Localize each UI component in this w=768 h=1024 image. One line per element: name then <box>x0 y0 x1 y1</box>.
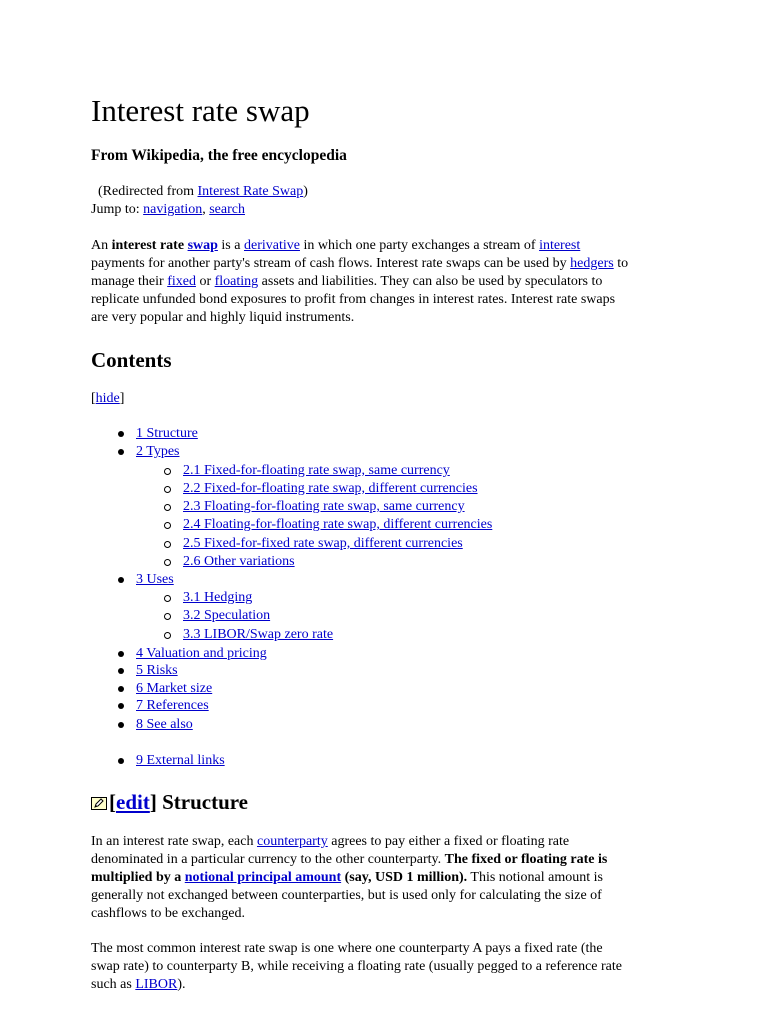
bullet-disc-icon <box>118 577 124 583</box>
bullet-circle-icon <box>164 541 171 548</box>
section-heading-structure: [edit] Structure <box>91 788 248 816</box>
toc-item <box>136 443 179 461</box>
structure-p1-line-2: denominated in a particular currency to the other counterparty. The fixed or floating rate is <box>91 852 608 867</box>
toc-item <box>183 626 333 644</box>
intro-line-3: manage their fixed or floating assets and liabilities. They can also be used by speculators to <box>91 274 603 289</box>
link-interest[interactable]: interest <box>539 238 581 253</box>
toc-link-2-5[interactable]: 2.5 Fixed-for-fixed rate swap, different currencies <box>183 536 463 551</box>
bullet-disc-icon <box>118 668 124 674</box>
link-swap[interactable]: swap <box>187 238 218 253</box>
toc-link-3-2[interactable]: 3.2 Speculation <box>183 608 271 623</box>
bold-term-interest-rate: interest rate <box>111 238 185 253</box>
toc-link-types[interactable]: 2 Types <box>136 444 180 459</box>
structure-p1-line-3: multiplied by a notional principal amount (say, USD 1 million). This notional amount is <box>91 870 603 885</box>
link-hedgers[interactable]: hedgers <box>570 256 614 271</box>
bullet-disc-icon <box>118 686 124 692</box>
page-title: Interest rate swap <box>91 93 310 128</box>
pencil-edit-icon[interactable] <box>91 797 107 810</box>
link-fixed[interactable]: fixed <box>167 274 196 289</box>
toc-item <box>136 425 198 443</box>
link-derivative[interactable]: derivative <box>243 238 300 253</box>
redirect-source-link[interactable]: Interest Rate Swap <box>197 184 304 199</box>
toc-link-see-also[interactable]: 8 See also <box>136 717 193 732</box>
toc-link-risks[interactable]: 5 Risks <box>136 663 178 678</box>
structure-p2-line-3: such as LIBOR). <box>91 977 186 992</box>
toc-item <box>183 480 478 498</box>
toc-item <box>183 535 463 553</box>
section-title-text: Structure <box>156 790 249 814</box>
link-notional-principal-amount[interactable]: notional principal amount <box>184 870 342 885</box>
structure-p2-line-1: The most common interest rate swap is one where one counterparty A pays a fixed rate (the <box>91 941 603 956</box>
structure-paragraph-1 <box>91 833 691 923</box>
structure-p1-line-4: generally not exchanged between counterparties, but is used only for calculating the size of <box>91 888 602 903</box>
jump-prefix: Jump to: <box>91 202 144 217</box>
bullet-disc-icon <box>118 651 124 657</box>
toc-item <box>183 553 295 571</box>
bullet-circle-icon <box>164 559 171 566</box>
toc-link-3-1[interactable]: 3.1 Hedging <box>183 590 253 605</box>
toc-link-references[interactable]: 7 References <box>136 698 209 713</box>
toc-item <box>136 752 225 770</box>
bullet-disc-icon <box>118 431 124 437</box>
link-counterparty[interactable]: counterparty <box>256 834 328 849</box>
toc-link-valuation[interactable]: 4 Valuation and pricing <box>136 646 267 661</box>
jump-search-link[interactable]: search <box>209 202 245 217</box>
toc-link-2-3[interactable]: 2.3 Floating-for-floating rate swap, same currency <box>183 499 465 514</box>
redirect-notice <box>98 183 308 201</box>
jump-separator: , <box>202 202 210 217</box>
toc-link-market-size[interactable]: 6 Market size <box>136 681 213 696</box>
link-floating[interactable]: floating <box>214 274 259 289</box>
toc-link-external-links[interactable]: 9 External links <box>136 753 225 768</box>
toc-link-2-2[interactable]: 2.2 Fixed-for-floating rate swap, different currencies <box>183 481 478 496</box>
bullet-circle-icon <box>164 486 171 493</box>
structure-p1-line-1: In an interest rate swap, each counterparty agrees to pay either a fixed or floating rate <box>91 834 570 849</box>
site-tagline: From Wikipedia, the free encyclopedia <box>91 147 347 164</box>
redirect-suffix: ) <box>303 184 308 199</box>
toc-link-uses[interactable]: 3 Uses <box>136 572 174 587</box>
toc-item <box>183 498 465 516</box>
bullet-disc-icon <box>118 758 124 764</box>
toc-item <box>183 516 492 534</box>
intro-line-4: replicate unfunded bond exposures to profit from changes in interest rates. Interest rate swaps <box>91 292 616 307</box>
toc-link-2-4[interactable]: 2.4 Floating-for-floating rate swap, different currencies <box>183 517 493 532</box>
toc-item <box>136 645 267 663</box>
jump-to-bar <box>91 201 245 219</box>
toc-item <box>136 662 178 680</box>
toc-item <box>183 589 252 607</box>
toc-link-structure[interactable]: 1 Structure <box>136 426 198 441</box>
contents-heading: Contents <box>91 348 172 372</box>
bullet-circle-icon <box>164 504 171 511</box>
toc-link-3-3[interactable]: 3.3 LIBOR/Swap zero rate <box>183 627 334 642</box>
toc-item <box>136 716 193 734</box>
bullet-circle-icon <box>164 632 171 639</box>
bullet-disc-icon <box>118 722 124 728</box>
structure-p2-line-2: swap rate) to counterparty B, while receiving a floating rate (usually pegged to a reference rate <box>91 959 622 974</box>
toc-item <box>183 462 450 480</box>
bullet-circle-icon <box>164 468 171 475</box>
toc-item <box>183 607 270 625</box>
toc-item <box>136 571 174 589</box>
bullet-circle-icon <box>164 613 171 620</box>
redirect-prefix: (Redirected from <box>98 184 198 199</box>
jump-navigation-link[interactable]: navigation <box>143 202 203 217</box>
edit-section-link[interactable]: edit <box>116 790 150 814</box>
intro-paragraph <box>91 237 683 327</box>
link-libor[interactable]: LIBOR <box>135 977 178 992</box>
toc-link-2-6[interactable]: 2.6 Other variations <box>183 554 295 569</box>
intro-line-1: An interest rate swap is a derivative in which one party exchanges a stream of interest <box>91 238 581 253</box>
structure-paragraph-2 <box>91 940 691 994</box>
toc-item <box>136 680 212 698</box>
toc-hide-link[interactable]: hide <box>95 391 120 406</box>
structure-p1-line-5: cashflows to be exchanged. <box>91 906 245 921</box>
toc-item <box>136 697 209 715</box>
intro-line-2: payments for another party's stream of cash flows. Interest rate swaps can be used by hedgers to <box>91 256 629 271</box>
bullet-disc-icon <box>118 703 124 709</box>
toc-toggle: [hide] <box>91 391 125 406</box>
intro-line-5: are very popular and highly liquid instruments. <box>91 310 355 325</box>
bullet-circle-icon <box>164 522 171 529</box>
toc-link-2-1[interactable]: 2.1 Fixed-for-floating rate swap, same currency <box>183 463 450 478</box>
bullet-circle-icon <box>164 595 171 602</box>
bullet-disc-icon <box>118 449 124 455</box>
